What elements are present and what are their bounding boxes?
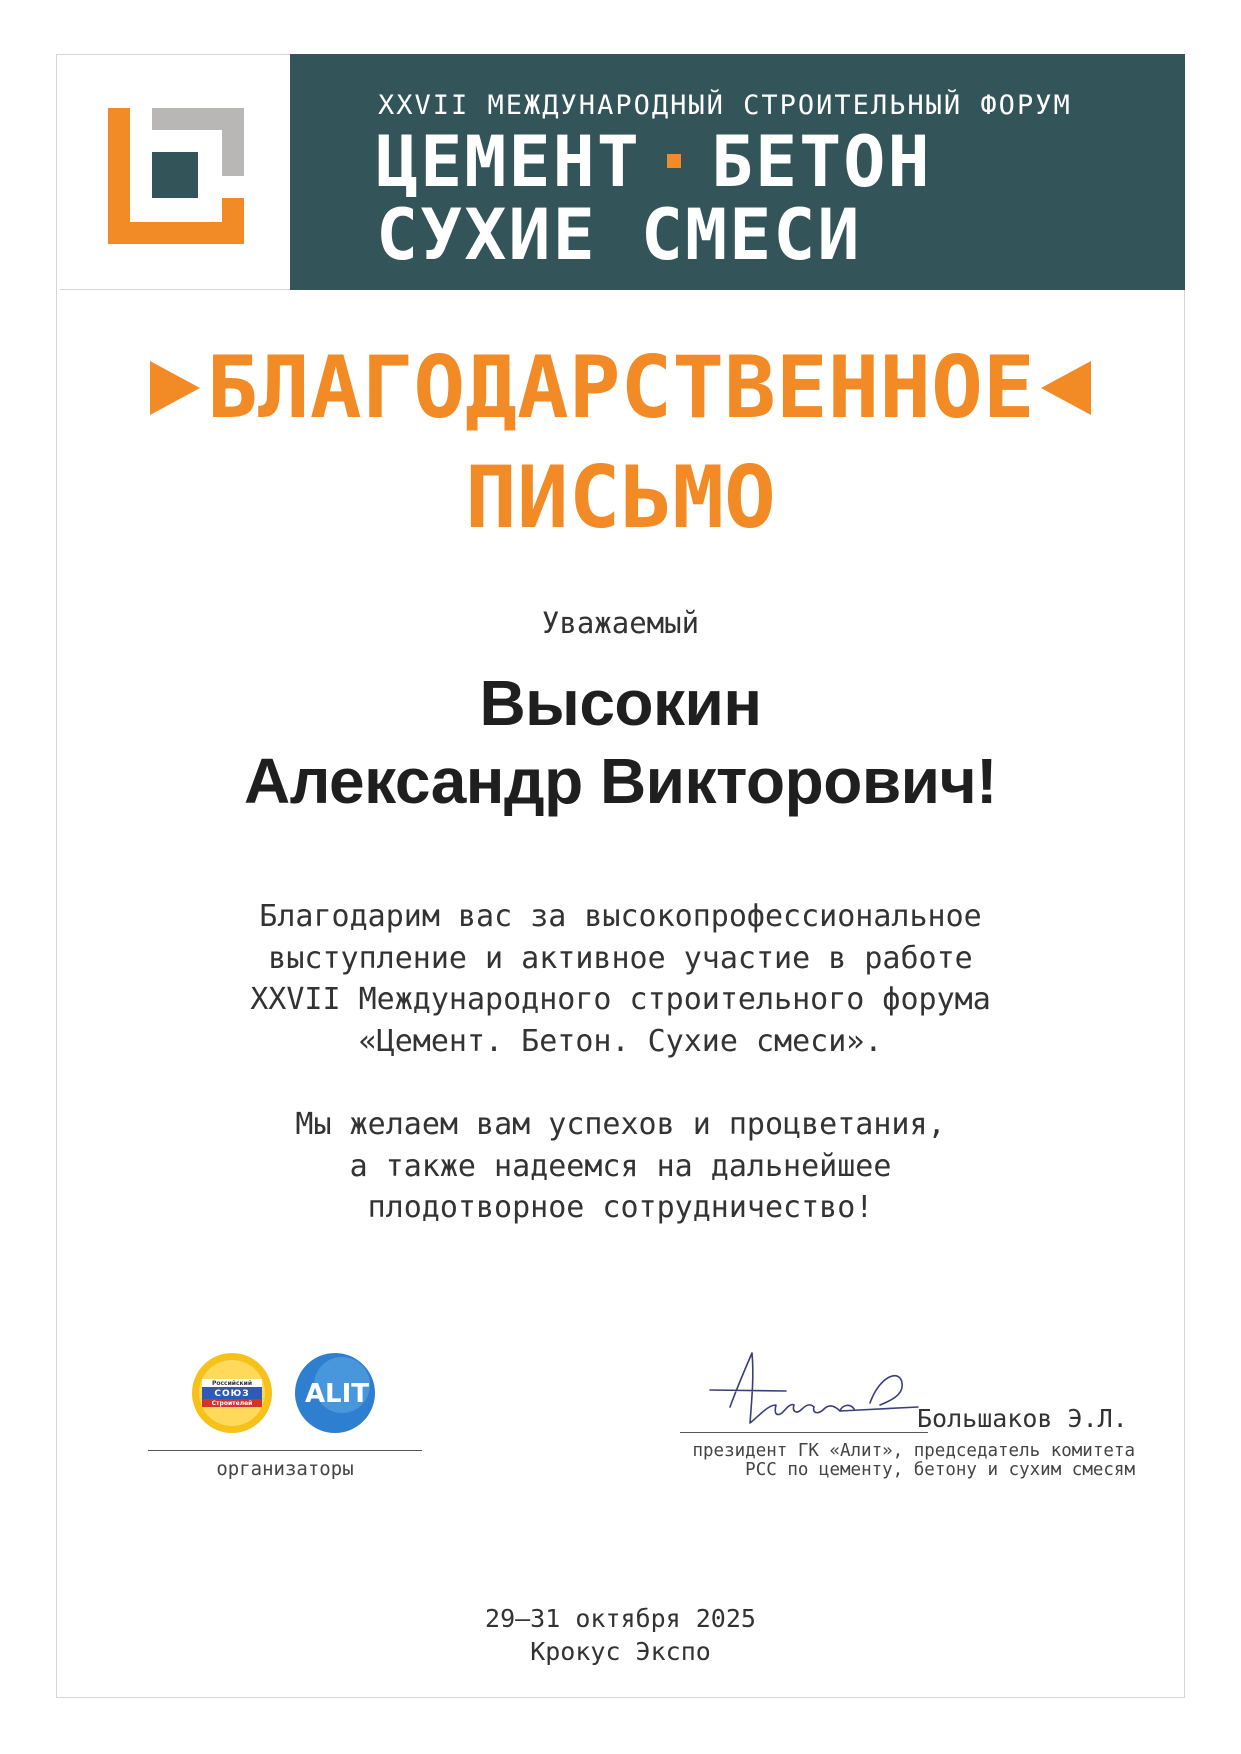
forum-banner — [290, 54, 1185, 290]
recipient-surname: Высокин — [479, 667, 762, 739]
recipient-name — [0, 664, 1241, 820]
signer-title-line: РСС по цементу, бетону и сухим смесям — [745, 1460, 1135, 1480]
forum-logo-icon — [108, 108, 244, 244]
paragraph-line: а также надеемся на дальнейшее — [349, 1148, 892, 1184]
triangle-left-icon — [1041, 361, 1091, 415]
header-divider — [60, 289, 290, 290]
forum-kicker: XXVII МЕЖДУНАРОДНЫЙ СТРОИТЕЛЬНЫЙ ФОРУМ — [378, 90, 1072, 121]
forum-title-line-2: СУХИЕ СМЕСИ — [376, 194, 862, 276]
handwritten-signature — [690, 1345, 920, 1435]
event-venue: Крокус Экспо — [530, 1637, 711, 1666]
paragraph-line: XXVII Международного строительного форума — [250, 982, 991, 1017]
paragraph-line: плодотворное сотрудничество! — [367, 1190, 874, 1225]
organizers-underline — [148, 1450, 422, 1451]
svg-text:Российский: Российский — [211, 1380, 253, 1387]
document-title-line-2: ПИСЬМО — [465, 448, 776, 548]
paragraph-line: Мы желаем вам успехов и процветания, — [295, 1107, 946, 1142]
organizers-label: организаторы — [216, 1458, 354, 1480]
signer-name: Большаков Э.Л. — [917, 1404, 1128, 1433]
paragraph-line: выступление и активное участие в работе — [268, 940, 973, 976]
title-separator-dot — [667, 154, 681, 168]
svg-text:СОЮЗ: СОЮЗ — [214, 1389, 250, 1399]
signer-title — [692, 1442, 1135, 1480]
event-dates: 29–31 октября 2025 — [485, 1604, 756, 1633]
svg-text:ALIT: ALIT — [304, 1379, 370, 1409]
recipient-given-names: Александр Викторович! — [244, 745, 997, 817]
gratitude-paragraph — [0, 896, 1241, 1062]
wishes-paragraph — [0, 1104, 1241, 1229]
document-title — [0, 338, 1241, 438]
forum-title — [376, 121, 932, 276]
event-info — [0, 1602, 1241, 1668]
russian-builders-union-logo — [192, 1353, 272, 1433]
triangle-right-icon — [150, 361, 200, 415]
signer-title-line: президент ГК «Алит», председатель комитета — [692, 1441, 1135, 1461]
paragraph-line: «Цемент. Бетон. Сухие смеси». — [358, 1023, 883, 1059]
alit-logo — [295, 1353, 375, 1433]
paragraph-line: Благодарим вас за высокопрофессиональное — [259, 899, 982, 934]
svg-text:Строителей: Строителей — [211, 1400, 253, 1407]
organizer-logos — [192, 1353, 382, 1439]
salutation: Уважаемый — [541, 606, 700, 640]
signature-line — [680, 1432, 928, 1433]
forum-title-word-2: БЕТОН — [710, 121, 932, 203]
document-title-line-1: БЛАГОДАРСТВЕННОЕ — [206, 338, 1035, 438]
forum-title-word-1: ЦЕМЕНТ — [376, 121, 641, 203]
